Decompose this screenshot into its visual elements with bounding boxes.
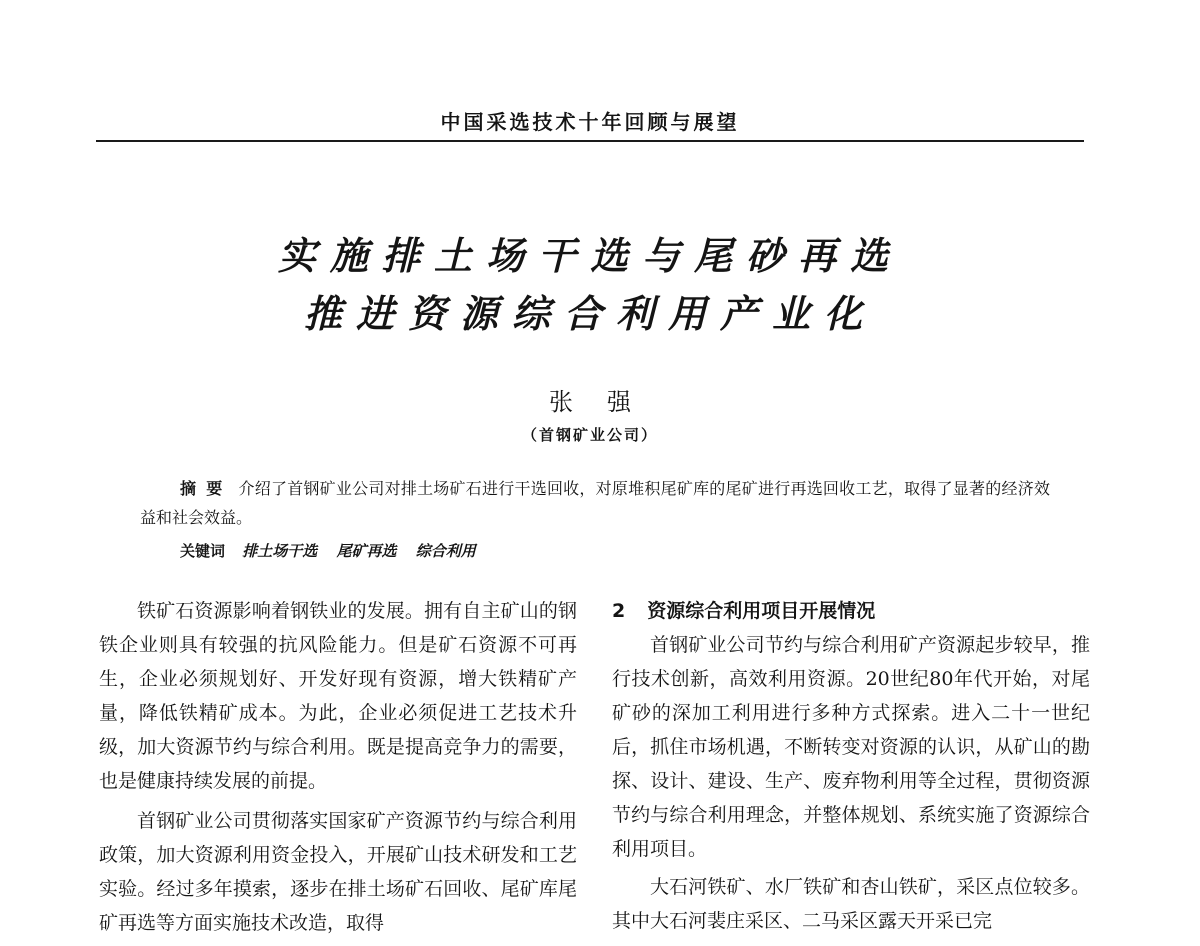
abstract-label: 摘要 bbox=[180, 479, 233, 498]
abstract-text: 介绍了首钢矿业公司对排土场矿石进行干选回收，对原堆积尾矿库的尾矿进行再选回收工艺，取得了显著的经济效益和社会效益。 bbox=[140, 479, 1050, 527]
section-heading bbox=[612, 594, 1090, 628]
paper-title-line-1: 实施排土场干选与尾砂再选 bbox=[277, 233, 902, 278]
section-title: 资源综合利用项目开展情况 bbox=[647, 600, 876, 622]
body-column-left bbox=[99, 594, 577, 946]
keyword: 综合利用 bbox=[415, 542, 476, 560]
body-paragraph: 首钢矿业公司节约与综合利用矿产资源起步较早，推行技术创新，高效利用资源。20世纪80年代开始，对尾矿砂的深加工利用进行多种方式探索。进入二十一世纪后，抓住市场机遇，不断转变对资源的认识，从矿山的勘探、设计、建设、生产、废弃物利用等全过程，贯彻资源节约与综合利用理念，并整体规划、系统实施了资源综合利用项目。 bbox=[612, 634, 1090, 860]
body-column-right bbox=[612, 594, 1090, 942]
body-paragraph: 首钢矿业公司贯彻落实国家矿产资源节约与综合利用政策，加大资源利用资金投入，开展矿山技术研发和工艺实验。经过多年摸索，逐步在排土场矿石回收、尾矿库尾矿再选等方面实施技术改造，取得 bbox=[99, 810, 577, 934]
body-paragraph: 大石河铁矿、水厂铁矿和杏山铁矿，采区点位较多。其中大石河裴庄采区、二马采区露天开采已完 bbox=[612, 876, 1090, 932]
section-number: 2 bbox=[612, 600, 626, 622]
keyword: 尾矿再选 bbox=[336, 542, 397, 560]
keyword: 排土场干选 bbox=[242, 542, 318, 560]
header-rule bbox=[96, 140, 1084, 142]
author-name: 张强 bbox=[549, 388, 665, 416]
abstract bbox=[140, 474, 1050, 532]
keywords-label: 关键词 bbox=[180, 542, 226, 560]
body-paragraph: 铁矿石资源影响着钢铁业的发展。拥有自主矿山的钢铁企业则具有较强的抗风险能力。但是矿石资源不可再生，企业必须规划好、开发好现有资源，增大铁精矿产量，降低铁精矿成本。为此，企业必须促进工艺技术升级，加大资源节约与综合利用。既是提高竞争力的需要，也是健康持续发展的前提。 bbox=[99, 600, 577, 792]
running-head: 中国采选技术十年回顾与展望 bbox=[440, 110, 740, 134]
author-affiliation: （首钢矿业公司） bbox=[521, 426, 658, 444]
keywords bbox=[180, 538, 1040, 564]
paper-title-line-2: 推进资源综合利用产业化 bbox=[303, 291, 876, 336]
